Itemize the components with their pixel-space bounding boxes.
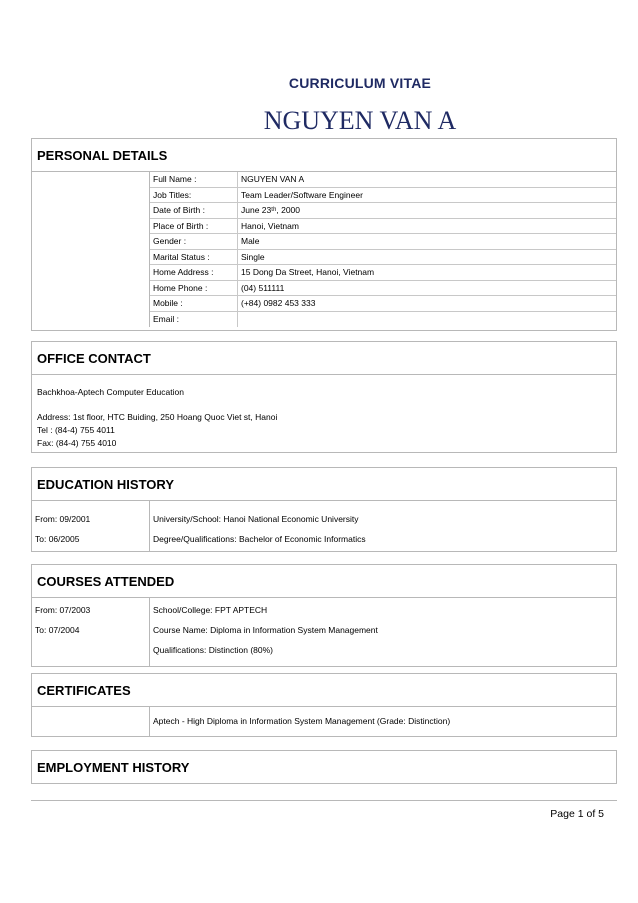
personal-field-label: Mobile :: [150, 296, 238, 312]
personal-field-value: 15 Dong Da Street, Hanoi, Vietnam: [238, 265, 616, 281]
education-details: [150, 501, 616, 551]
personal-field-label: Email :: [150, 312, 238, 328]
office-fax: Fax: (84-4) 755 4010: [37, 438, 117, 448]
courses-attended-section: [31, 564, 617, 667]
education-dates: [32, 501, 150, 551]
course-dates: [32, 598, 150, 666]
personal-field-value: June 23ᵗʰ, 2000: [238, 203, 616, 219]
office-tel: Tel : (84-4) 755 4011: [37, 425, 115, 435]
certificate-item: Aptech - High Diploma in Information System Management (Grade: Distinction): [153, 716, 451, 726]
personal-field-label: Job Titles:: [150, 188, 238, 204]
personal-field-value: Hanoi, Vietnam: [238, 219, 616, 235]
education-degree: Degree/Qualifications: Bachelor of Economic Informatics: [153, 534, 366, 544]
cv-page: [31, 0, 617, 903]
course-row: [32, 598, 616, 666]
education-to: To: 06/2005: [35, 534, 80, 544]
certificate-row: [32, 707, 616, 736]
personal-field-label: Full Name :: [150, 172, 238, 188]
photo-placeholder: [32, 172, 150, 327]
course-from: From: 07/2003: [35, 605, 91, 615]
education-history-section: [31, 467, 617, 552]
personal-field-value: Male: [238, 234, 616, 250]
section-title: PERSONAL DETAILS: [32, 139, 616, 172]
section-title: EMPLOYMENT HISTORY: [37, 760, 190, 775]
personal-field-label: Place of Birth :: [150, 219, 238, 235]
document-heading: CURRICULUM VITAE: [288, 75, 432, 91]
office-address: Address: 1st floor, HTC Buiding, 250 Hoang Quoc Viet st, Hanoi: [37, 412, 278, 422]
personal-field-value: NGUYEN VAN A: [238, 172, 616, 188]
section-title: CERTIFICATES: [32, 674, 616, 707]
personal-field-value: Single: [238, 250, 616, 266]
course-to: To: 07/2004: [35, 625, 80, 635]
education-row: [32, 501, 616, 551]
personal-field-value: (04) 511111: [238, 281, 616, 297]
personal-field-label: Home Phone :: [150, 281, 238, 297]
page-number: Page 1 of 5: [550, 808, 604, 820]
personal-field-value: Team Leader/Software Engineer: [238, 188, 616, 204]
personal-details-section: [31, 138, 617, 331]
course-name: Course Name: Diploma in Information System Management: [153, 625, 378, 635]
course-qualifications: Qualifications: Distinction (80%): [153, 645, 273, 655]
personal-field-label: Marital Status :: [150, 250, 238, 266]
company-name: Bachkhoa-Aptech Computer Education: [37, 387, 184, 397]
education-school: University/School: Hanoi National Economic University: [153, 514, 359, 524]
personal-field-value: [238, 312, 616, 328]
personal-field-value: (+84) 0982 453 333: [238, 296, 616, 312]
personal-field-label: Date of Birth :: [150, 203, 238, 219]
course-school: School/College: FPT APTECH: [153, 605, 268, 615]
certificate-spacer: [32, 707, 150, 736]
candidate-name: NGUYEN VAN A: [263, 106, 457, 135]
certificates-section: [31, 673, 617, 737]
personal-field-label: Home Address :: [150, 265, 238, 281]
section-title: COURSES ATTENDED: [32, 565, 616, 598]
personal-field-label: Gender :: [150, 234, 238, 250]
section-title: EDUCATION HISTORY: [32, 468, 616, 501]
course-details: [150, 598, 616, 666]
office-contact-section: [31, 341, 617, 453]
education-from: From: 09/2001: [35, 514, 91, 524]
section-title: OFFICE CONTACT: [32, 342, 616, 375]
footer-divider: [31, 800, 617, 801]
employment-history-section: [31, 750, 617, 784]
personal-details-table: [32, 172, 616, 327]
